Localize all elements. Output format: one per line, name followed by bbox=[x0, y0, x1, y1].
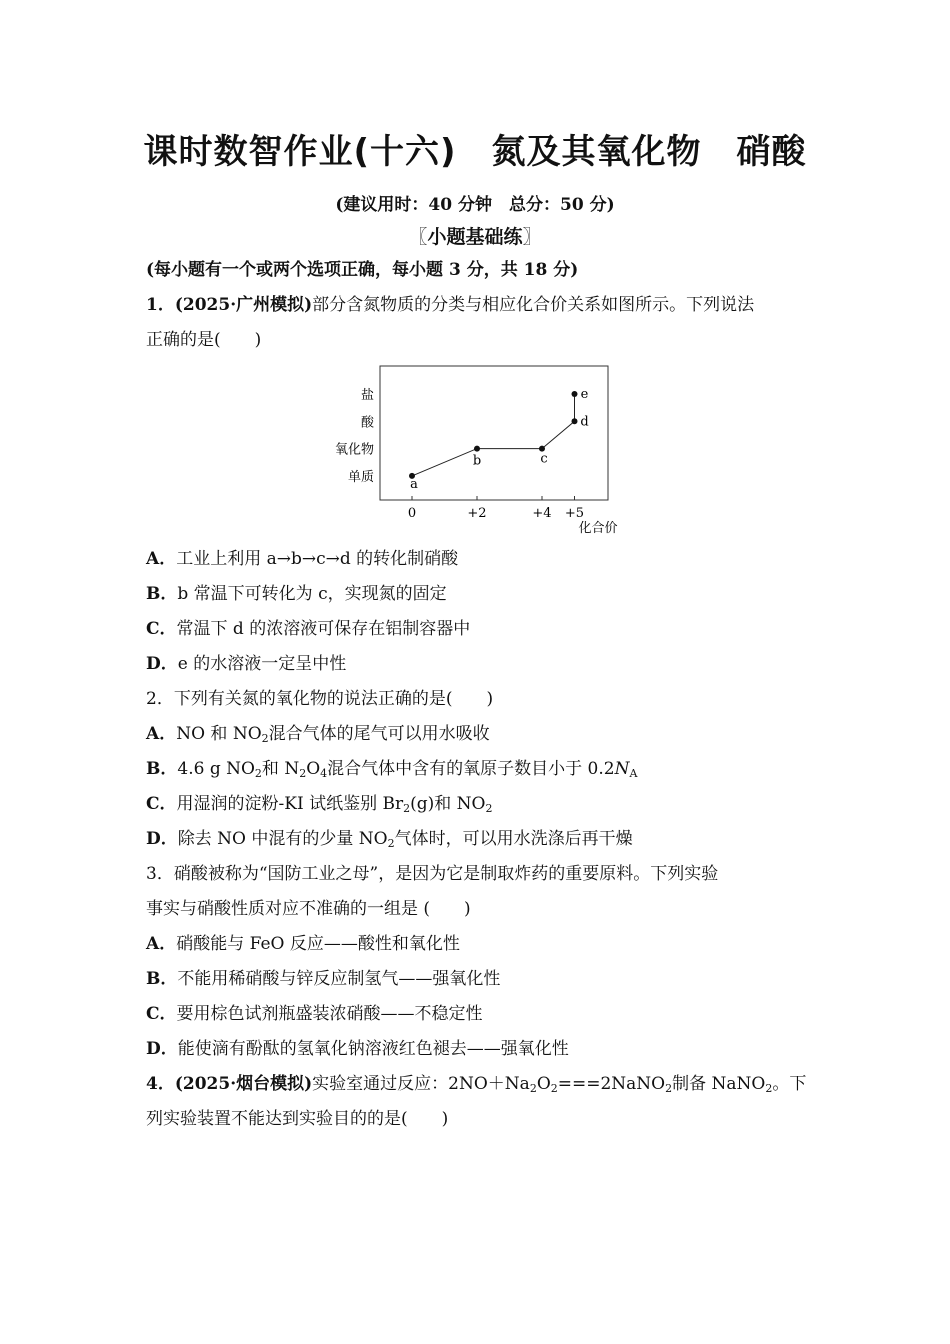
q3-option-b-text: 不能用稀硝酸与锌反应制氢气——强氧化性 bbox=[177, 969, 501, 989]
q2-option-a bbox=[146, 724, 490, 744]
q2-c-text2: (g)和 NO bbox=[410, 794, 486, 814]
section-header bbox=[0, 222, 950, 249]
q4-number: 4． bbox=[146, 1074, 175, 1094]
q3-option-a-label: A． bbox=[146, 934, 177, 954]
q1-option-c bbox=[146, 619, 470, 639]
page-title: 课时数智作业(十六) 氮及其氧化物 硝酸 bbox=[143, 132, 807, 172]
q2-a-text2: 混合气体的尾气可以用水吸收 bbox=[268, 724, 490, 744]
q2-option-c-label: C． bbox=[146, 794, 177, 814]
q1-option-a-text: 工业上利用 a→b→c→d 的转化制硝酸 bbox=[176, 549, 459, 569]
chart-point-b bbox=[474, 446, 480, 452]
q4-sub1: 2 bbox=[529, 1082, 537, 1095]
section-label: 小题基础练 bbox=[427, 226, 523, 248]
chart-point-label-a: a bbox=[410, 476, 418, 492]
nitrogen-valence-chart bbox=[320, 362, 640, 542]
q2-c-sub1: 2 bbox=[403, 802, 411, 815]
chart-x-tick-label: +2 bbox=[467, 506, 487, 521]
q1-stem-line1 bbox=[146, 295, 754, 315]
q3-option-c-label: C． bbox=[146, 1004, 177, 1024]
time-and-score-note: (建议用时：40 分钟 总分：50 分) bbox=[335, 195, 615, 215]
q2-b-sub2: 2 bbox=[299, 767, 307, 780]
chart-point-label-c: c bbox=[540, 451, 548, 467]
section-bracket-right: 〗 bbox=[522, 226, 542, 248]
chart-x-axis-label: 化合价 bbox=[578, 521, 618, 536]
q4-sub3: 2 bbox=[665, 1082, 673, 1095]
q2-b-sub5: A bbox=[629, 767, 638, 780]
chart-y-category-label: 酸 bbox=[360, 415, 374, 431]
chart-x-tick-label: +5 bbox=[564, 506, 585, 521]
q4-text4: 制备 NaNO bbox=[672, 1074, 766, 1094]
chart-y-category-label: 氧化物 bbox=[334, 442, 374, 458]
q3-option-d-label: D． bbox=[146, 1039, 178, 1059]
q3-option-c bbox=[146, 1004, 483, 1024]
q2-option-b bbox=[146, 759, 637, 779]
q2-stem: 2．下列有关氮的氧化物的说法正确的是( ) bbox=[146, 689, 494, 709]
q4-source: (2025·烟台模拟) bbox=[174, 1074, 313, 1094]
q1-option-c-text: 常温下 d 的浓溶液可保存在铝制容器中 bbox=[176, 619, 471, 639]
q4-sub4: 2 bbox=[765, 1082, 773, 1095]
q4-text2: O bbox=[536, 1074, 551, 1094]
q1-option-b bbox=[146, 584, 447, 604]
q1-source: (2025·广州模拟) bbox=[174, 295, 313, 315]
q2-c-sub2: 2 bbox=[485, 802, 493, 815]
q2-c-text: 用湿润的淀粉-KI 试纸鉴别 Br bbox=[176, 794, 404, 814]
chart-x-tick-label: 0 bbox=[407, 506, 417, 521]
q1-option-a-label: A． bbox=[146, 549, 177, 569]
q4-text1: 实验室通过反应：2NO＋Na bbox=[312, 1074, 530, 1094]
q3-option-d bbox=[146, 1039, 569, 1059]
q4-stem-line2: 列实验装置不能达到实验目的的是( ) bbox=[146, 1109, 449, 1129]
q1-option-b-label: B． bbox=[146, 584, 178, 604]
q2-a-sub: 2 bbox=[261, 732, 269, 745]
q2-d-text: 除去 NO 中混有的少量 NO bbox=[177, 829, 388, 849]
q3-option-c-text: 要用棕色试剂瓶盛装浓硝酸——不稳定性 bbox=[176, 1004, 483, 1024]
q1-option-a bbox=[146, 549, 458, 569]
chart-series-line bbox=[412, 394, 575, 476]
q1-option-d bbox=[146, 654, 346, 674]
chart-point-label-d: d bbox=[580, 414, 589, 430]
q2-option-a-label: A． bbox=[146, 724, 177, 744]
q3-option-b bbox=[146, 969, 500, 989]
q2-b-sub1: 2 bbox=[254, 767, 262, 780]
q2-b-text4: 混合气体中含有的氧原子数目小于 0.2 bbox=[327, 759, 615, 779]
q2-b-sub3: 4 bbox=[320, 767, 328, 780]
section-bracket-left: 〖 bbox=[408, 226, 428, 248]
q1-stem-line2: 正确的是( ) bbox=[146, 330, 262, 350]
chart-point-e bbox=[572, 391, 578, 397]
q4-stem-line1 bbox=[146, 1074, 806, 1094]
chart-y-category-label: 盐 bbox=[360, 388, 374, 403]
q2-d-text2: 气体时，可以用水洗涤后再干燥 bbox=[394, 829, 633, 849]
q2-b-text2: 和 N bbox=[261, 759, 300, 779]
q4-text5: 。下 bbox=[772, 1074, 807, 1094]
chart-point-label-e: e bbox=[580, 387, 589, 402]
q4-sub2: 2 bbox=[550, 1082, 558, 1095]
q2-a-text: NO 和 NO bbox=[176, 724, 262, 744]
chart-point-d bbox=[572, 418, 578, 424]
q1-option-d-label: D． bbox=[146, 654, 178, 674]
q1-stem-text: 部分含氮物质的分类与相应化合价关系如图所示。下列说法 bbox=[312, 295, 755, 315]
q2-option-c bbox=[146, 794, 493, 814]
q2-option-d bbox=[146, 829, 633, 849]
q3-stem-line2: 事实与硝酸性质对应不准确的一组是 ( ) bbox=[146, 899, 471, 919]
q3-option-b-label: B． bbox=[146, 969, 178, 989]
q2-option-b-label: B． bbox=[146, 759, 178, 779]
q3-option-a bbox=[146, 934, 460, 954]
q4-text3: ===2NaNO bbox=[557, 1074, 666, 1094]
q3-stem-line1: 3．硝酸被称为“国防工业之母”，是因为它是制取炸药的重要原料。下列实验 bbox=[146, 864, 719, 884]
q2-b-text: 4.6 g NO bbox=[177, 759, 255, 779]
q1-option-c-label: C． bbox=[146, 619, 177, 639]
q2-d-sub1: 2 bbox=[387, 837, 395, 850]
q3-option-a-text: 硝酸能与 FeO 反应——酸性和氧化性 bbox=[176, 934, 460, 954]
q2-b-text3: O bbox=[306, 759, 321, 779]
q2-option-d-label: D． bbox=[146, 829, 178, 849]
q1-number: 1． bbox=[146, 295, 175, 315]
chart-point-label-b: b bbox=[472, 453, 482, 469]
chart-y-category-label: 单质 bbox=[347, 469, 374, 485]
chart-x-tick-label: +4 bbox=[532, 506, 552, 521]
instructions: (每小题有一个或两个选项正确，每小题 3 分，共 18 分) bbox=[146, 260, 579, 280]
q1-option-d-text: e 的水溶液一定呈中性 bbox=[177, 654, 347, 674]
avogadro-symbol: N bbox=[614, 759, 630, 779]
q1-option-b-text: b 常温下可转化为 c，实现氮的固定 bbox=[177, 584, 447, 604]
q3-option-d-text: 能使滴有酚酞的氢氧化钠溶液红色褪去——强氧化性 bbox=[177, 1039, 569, 1059]
